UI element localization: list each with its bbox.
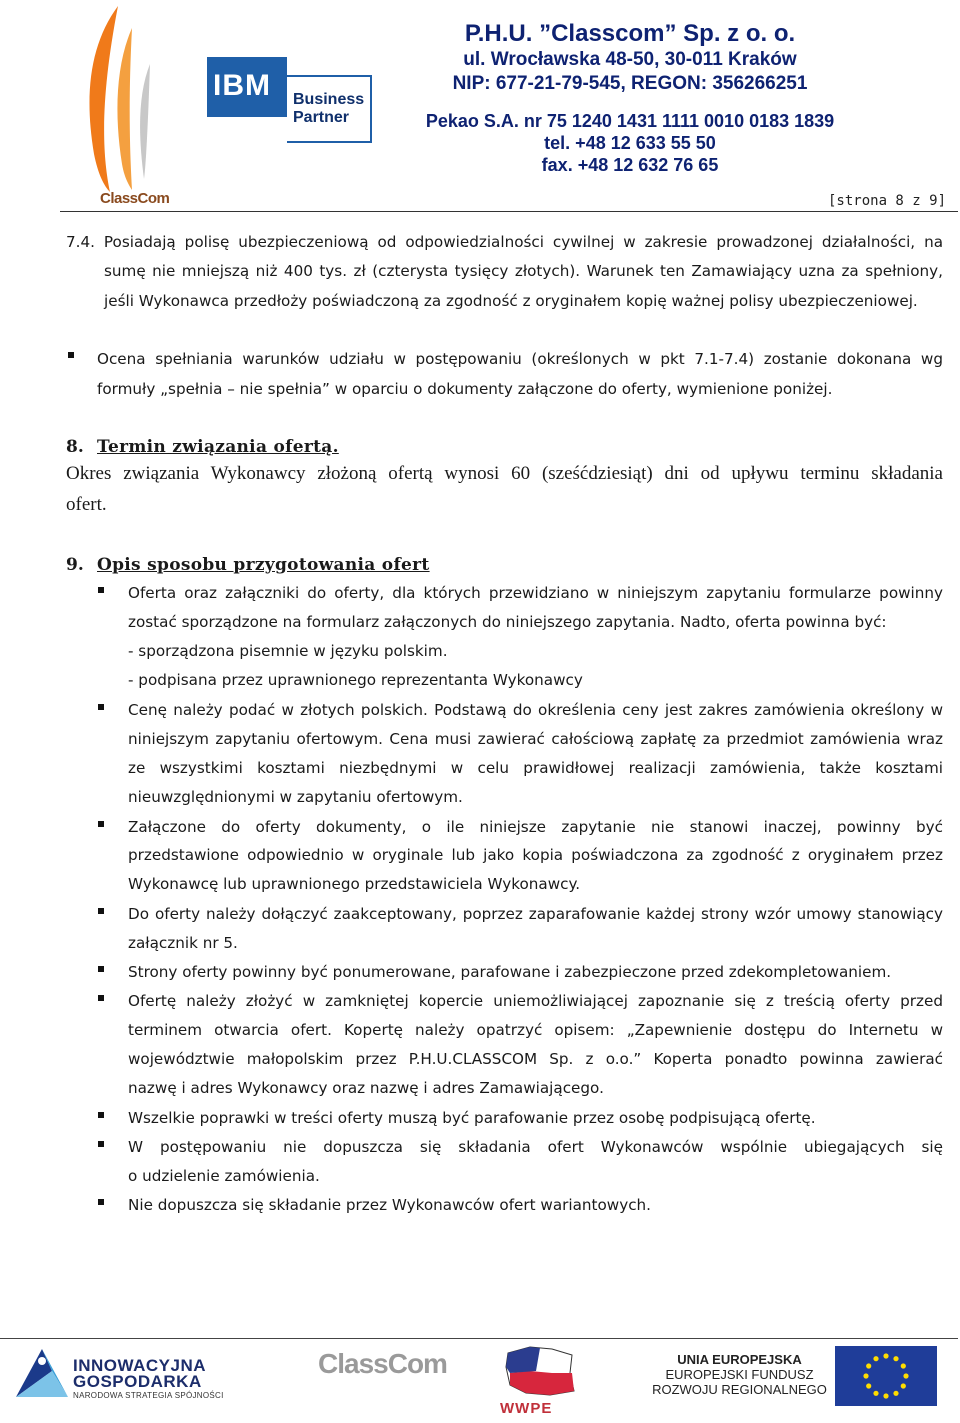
section-9-number: 9.: [66, 555, 84, 575]
footer-divider: [0, 1338, 958, 1339]
partner-line-2: Partner: [293, 109, 350, 126]
ue-line-3: ROZWOJU REGIONALNEGO: [652, 1382, 827, 1397]
ue-line-1: UNIA EUROPEJSKA: [677, 1352, 802, 1367]
bullet-marker: [98, 908, 104, 914]
s9-b2-line-4: nieuwzględnionymi w zapytaniu ofertowym.: [128, 788, 463, 806]
s9-b8-line-1: W postępowaniu nie dopuszcza się składania ofert Wykonawców wspólnie ubiegających się: [128, 1138, 943, 1156]
company-nip: NIP: 677-21-79-545, REGON: 356266251: [452, 73, 808, 94]
ig-line-1: INNOWACYJNA: [73, 1356, 207, 1375]
classcom-footer-wordmark: ClassCom: [318, 1348, 447, 1379]
bullet-marker: [98, 995, 104, 1001]
s9-b1-line-4: - podpisana przez uprawnionego reprezentanta Wykonawcy: [128, 671, 583, 689]
s9-b7-line-1: Wszelkie poprawki w treści oferty muszą być parafowanie przez osobę podpisującą ofertę.: [128, 1109, 816, 1127]
ibm-wordmark: IBM: [213, 69, 271, 102]
eu-flag-icon: [835, 1346, 937, 1406]
bullet-marker: [98, 587, 104, 593]
s9-b2-line-1: Cenę należy podać w złotych polskich. Podstawą do określenia ceny jest zakres zamówienia określony w: [128, 701, 943, 719]
s9-b1-line-2: zostać sporządzone na formularz załączonych do niniejszego zapytania. Nadto, oferta powinna być:: [128, 613, 887, 631]
header-divider: [60, 211, 958, 212]
s9-b3-line-2: przedstawione odpowiednio w oryginale lub jako kopia poświadczona za zgodność z oryginałem przez: [128, 846, 943, 864]
s9-b4-line-2: załącznik nr 5.: [128, 934, 238, 952]
ig-line-3: NARODOWA STRATEGIA SPÓJNOŚCI: [73, 1391, 224, 1400]
s9-b1-line-3: - sporządzona pisemnie w języku polskim.: [128, 642, 448, 660]
s74-line-2: sumę nie mniejszą niż 400 tys. zł (czterysta tysięcy złotych). Warunek ten Zamawiający uzna za spełniony,: [104, 262, 943, 280]
s9-b2-line-3: ze wszystkimi kosztami niezbędnymi w celu prawidłowej realizacji zamówienia, także kosztami: [128, 759, 943, 777]
s9-b8-line-2: o udzielenie zamówienia.: [128, 1167, 320, 1185]
bullet-marker: [68, 352, 74, 358]
s9-b6-line-1: Ofertę należy złożyć w zamkniętej kopercie uniemożliwiającej zapoznanie się z treścią oferty przed: [128, 992, 943, 1010]
assessment-line-2: formuły „spełnia – nie spełnia” w oparciu o dokumenty załączone do oferty, wymienione poniżej.: [97, 380, 833, 398]
s9-b6-line-4: nazwę i adres Wykonawcy oraz nazwę i adres Zamawiającego.: [128, 1079, 604, 1097]
page-number: [strona 8 z 9]: [828, 193, 947, 209]
innowacyjna-gospodarka-logo: [12, 1345, 72, 1401]
classcom-small-wordmark: ClassCom: [100, 190, 170, 207]
section-8-line-1: Okres związania Wykonawcy złożoną ofertą wynosi 60 (sześćdziesiąt) dni od upływu terminu składania: [66, 463, 943, 484]
company-info: [380, 20, 880, 176]
ue-line-2: EUROPEJSKI FUNDUSZ: [665, 1367, 814, 1382]
bullet-marker: [98, 704, 104, 710]
section-8-line-2: ofert.: [66, 494, 107, 515]
s74-line-3: jeśli Wykonawca przedłoży poświadczoną za zgodność z oryginałem kopię ważnej polisy ubezpieczeniowej.: [104, 292, 918, 310]
ig-line-2: GOSPODARKA: [73, 1372, 202, 1391]
ibm-business-partner-logo: [207, 57, 372, 147]
bullet-marker: [98, 966, 104, 972]
company-fax: fax. +48 12 632 76 65: [541, 155, 719, 175]
wwpe-label: WWPE: [500, 1400, 553, 1417]
company-tel: tel. +48 12 633 55 50: [544, 133, 716, 153]
bullet-marker: [98, 1141, 104, 1147]
section-8-number: 8.: [66, 437, 84, 457]
bullet-marker: [98, 1112, 104, 1118]
section-9-title: Opis sposobu przygotowania ofert: [97, 555, 430, 575]
company-name: P.H.U. ”Classcom” Sp. z o. o.: [464, 20, 796, 47]
bullet-marker: [98, 821, 104, 827]
s9-b5-line-1: Strony oferty powinny być ponumerowane, parafowane i zabezpieczone przed zdekompletowaniem.: [128, 963, 892, 981]
s9-b3-line-3: Wykonawcę lub uprawnionego przedstawiciela Wykonawcy.: [128, 875, 581, 893]
s9-b9-line-1: Nie dopuszcza się składanie przez Wykonawców ofert wariantowych.: [128, 1196, 652, 1214]
s9-b4-line-1: Do oferty należy dołączyć zaakceptowany, poprzez zaparafowanie każdej strony wzór umowy stanowiący: [128, 905, 943, 923]
s9-b2-line-2: niniejszym zapytaniu ofertowym. Cena musi zawierać całościową zapłatę za przedmiot zamówienia wraz: [128, 730, 943, 748]
s9-b6-line-2: terminem otwarcia ofert. Kopertę należy opatrzyć opisem: „Zapewnienie dostępu do Internetu w: [128, 1021, 943, 1039]
s9-b3-line-1: Załączone do oferty dokumenty, o ile niniejsze zapytanie nie stanowi inaczej, powinny być: [128, 818, 943, 836]
classcom-flame-logo: [80, 4, 170, 194]
s74-line-1: 7.4. Posiadają polisę ubezpieczeniową od odpowiedzialności cywilnej w zakresie prowadzonej działalności, na: [66, 233, 943, 251]
s9-b6-line-3: województwie małopolskim przez P.H.U.CLASSCOM Sp. z o.o.” Koperta ponadto powinna zawierać: [128, 1050, 943, 1068]
assessment-line-1: Ocena spełniania warunków udziału w postępowaniu (określonych w pkt 7.1-7.4) zostanie dokonana wg: [97, 350, 943, 368]
wwpe-map-logo: [500, 1343, 580, 1399]
section-8-title: Termin związania ofertą.: [97, 437, 339, 457]
eu-fund-text: [652, 1352, 827, 1397]
company-address: ul. Wrocławska 48-50, 30-011 Kraków: [463, 49, 797, 70]
company-bank: Pekao S.A. nr 75 1240 1431 1111 0010 0183 1839: [425, 111, 835, 131]
partner-line-1: Business: [293, 91, 365, 108]
bullet-marker: [98, 1199, 104, 1205]
s9-b1-line-1: Oferta oraz załączniki do oferty, dla których przewidziano w niniejszym zapytaniu formularze powinny: [128, 584, 943, 602]
innowacyjna-gospodarka-text: [73, 1358, 224, 1401]
